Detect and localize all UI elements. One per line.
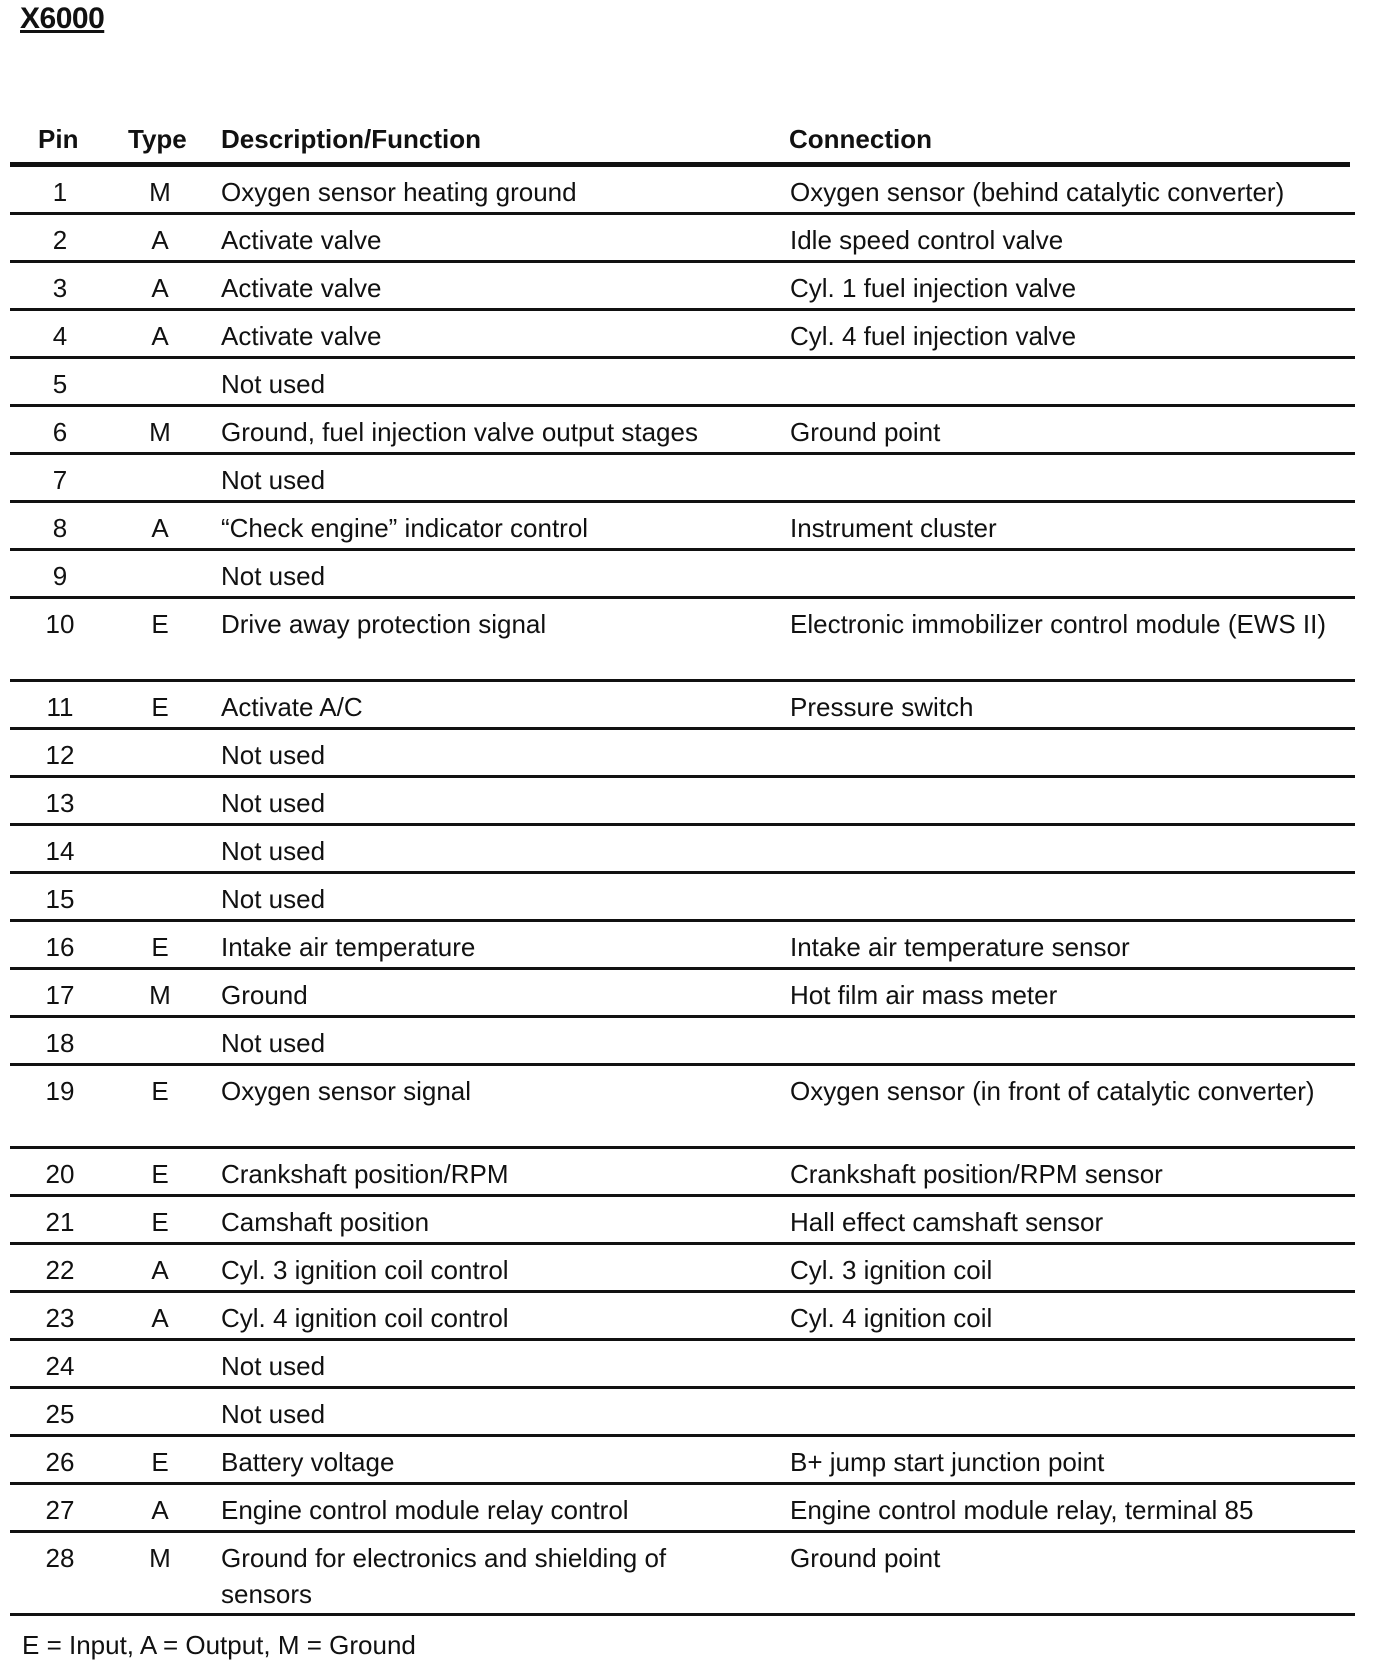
cell-description: Crankshaft position/RPM: [221, 1159, 509, 1189]
cell-pin: 17: [45, 980, 75, 1010]
table-row: [10, 874, 1355, 922]
table-row: [10, 1485, 1355, 1533]
cell-description: Battery voltage: [221, 1447, 395, 1477]
cell-description: Cyl. 4 ignition coil control: [221, 1303, 509, 1333]
cell-description: Activate valve: [221, 273, 382, 303]
table-row: [10, 1018, 1355, 1066]
cell-connection: Hot film air mass meter: [790, 980, 1058, 1010]
cell-type: A: [151, 1255, 169, 1285]
cell-pin: 4: [52, 321, 68, 351]
cell-description: Not used: [221, 740, 326, 770]
cell-type: E: [151, 1447, 169, 1477]
cell-connection: B+ jump start junction point: [790, 1447, 1105, 1477]
cell-pin: 12: [45, 740, 75, 770]
cell-connection: Engine control module relay, terminal 85: [790, 1495, 1254, 1525]
cell-pin: 9: [52, 561, 68, 591]
cell-description: Oxygen sensor heating ground: [221, 177, 577, 207]
cell-pin: 18: [45, 1028, 75, 1058]
table-row: [10, 1197, 1355, 1245]
table-row: [10, 778, 1355, 826]
cell-pin: 15: [45, 884, 75, 914]
cell-type: M: [149, 417, 171, 447]
cell-type: E: [151, 932, 169, 962]
cell-connection: Cyl. 4 ignition coil: [790, 1303, 993, 1333]
page-title: X6000: [20, 2, 105, 35]
cell-pin: 11: [46, 692, 74, 722]
cell-pin: 26: [45, 1447, 75, 1477]
cell-description: Oxygen sensor signal: [221, 1076, 472, 1106]
cell-pin: 5: [52, 369, 68, 399]
cell-connection: Instrument cluster: [790, 513, 997, 543]
cell-connection: Cyl. 4 fuel injection valve: [790, 321, 1077, 351]
cell-description: Not used: [221, 465, 326, 495]
table-row: [10, 1293, 1355, 1341]
table-row: [10, 599, 1355, 682]
table-row: [10, 455, 1355, 503]
cell-description: Drive away protection signal: [221, 609, 547, 639]
cell-description: Not used: [221, 561, 326, 591]
cell-pin: 24: [45, 1351, 75, 1381]
table-row: [10, 263, 1355, 311]
cell-pin: 7: [52, 465, 68, 495]
cell-description: Activate valve: [221, 321, 382, 351]
cell-pin: 2: [52, 225, 68, 255]
cell-type: E: [151, 609, 169, 639]
cell-description: Ground for electronics and shielding of sensors: [221, 1543, 667, 1609]
cell-description: “Check engine” indicator control: [221, 513, 589, 543]
cell-description: Camshaft position: [221, 1207, 430, 1237]
header-description: Description/Function: [221, 124, 481, 154]
table-row: [10, 1149, 1355, 1197]
cell-description: Not used: [221, 884, 326, 914]
cell-type: A: [151, 225, 169, 255]
header-pin: Pin: [38, 124, 79, 154]
cell-connection: Cyl. 1 fuel injection valve: [790, 273, 1077, 303]
table-row: [10, 1245, 1355, 1293]
cell-description: Activate A/C: [221, 692, 363, 722]
cell-description: Engine control module relay control: [221, 1495, 629, 1525]
cell-connection: Ground point: [790, 417, 941, 447]
table-row: [10, 1066, 1355, 1149]
cell-pin: 8: [52, 513, 68, 543]
cell-description: Not used: [221, 1351, 326, 1381]
cell-description: Intake air temperature: [221, 932, 476, 962]
cell-type: A: [151, 321, 169, 351]
table-header: [10, 118, 1350, 162]
cell-connection: Ground point: [790, 1543, 941, 1573]
cell-pin: 1: [52, 177, 68, 207]
cell-pin: 3: [52, 273, 68, 303]
header-connection: Connection: [789, 124, 932, 154]
cell-description: Not used: [221, 1028, 326, 1058]
cell-pin: 27: [45, 1495, 75, 1525]
cell-description: Activate valve: [221, 225, 382, 255]
cell-type: M: [149, 1543, 171, 1573]
table-row: [10, 682, 1355, 730]
cell-pin: 19: [45, 1076, 75, 1106]
table-row: [10, 407, 1355, 455]
cell-pin: 16: [45, 932, 75, 962]
cell-description: Cyl. 3 ignition coil control: [221, 1255, 509, 1285]
cell-type: E: [151, 1076, 169, 1106]
type-legend: E = Input, A = Output, M = Ground: [22, 1630, 416, 1660]
header-type: Type: [128, 124, 187, 154]
cell-connection: Idle speed control valve: [790, 225, 1064, 255]
cell-connection: Oxygen sensor (in front of catalytic converter): [790, 1076, 1315, 1106]
table-row: [10, 215, 1355, 263]
cell-type: M: [149, 980, 171, 1010]
cell-description: Not used: [221, 1399, 326, 1429]
cell-pin: 13: [45, 788, 75, 818]
table-row: [10, 1437, 1355, 1485]
cell-type: M: [149, 177, 171, 207]
table-row: [10, 922, 1355, 970]
cell-pin: 10: [45, 609, 75, 639]
table-row: [10, 730, 1355, 778]
cell-type: A: [151, 513, 169, 543]
table-row: [10, 970, 1355, 1018]
table-row: [10, 551, 1355, 599]
cell-type: E: [151, 692, 169, 722]
cell-pin: 14: [45, 836, 75, 866]
cell-type: E: [151, 1159, 169, 1189]
table-row: [10, 826, 1355, 874]
cell-type: A: [151, 273, 169, 303]
cell-pin: 20: [45, 1159, 75, 1189]
cell-pin: 25: [45, 1399, 75, 1429]
table-row: [10, 311, 1355, 359]
cell-description: Not used: [221, 836, 326, 866]
cell-connection: Intake air temperature sensor: [790, 932, 1130, 962]
cell-type: E: [151, 1207, 169, 1237]
cell-description: Ground, fuel injection valve output stages: [221, 417, 698, 447]
cell-connection: Crankshaft position/RPM sensor: [790, 1159, 1163, 1189]
cell-connection: Hall effect camshaft sensor: [790, 1207, 1104, 1237]
table-row: [10, 167, 1355, 215]
cell-description: Ground: [221, 980, 308, 1010]
pin-table: [10, 167, 1355, 1616]
table-row: [10, 359, 1355, 407]
table-row: [10, 503, 1355, 551]
cell-connection: Cyl. 3 ignition coil: [790, 1255, 993, 1285]
table-row: [10, 1533, 1355, 1616]
cell-type: A: [151, 1495, 169, 1525]
cell-pin: 22: [45, 1255, 75, 1285]
cell-description: Not used: [221, 788, 326, 818]
cell-type: A: [151, 1303, 169, 1333]
cell-pin: 21: [45, 1207, 75, 1237]
cell-connection: Electronic immobilizer control module (EWS II): [790, 609, 1327, 639]
cell-connection: Oxygen sensor (behind catalytic converter): [790, 177, 1285, 207]
cell-pin: 23: [45, 1303, 75, 1333]
cell-pin: 28: [45, 1543, 75, 1573]
cell-pin: 6: [52, 417, 68, 447]
table-row: [10, 1341, 1355, 1389]
cell-description: Not used: [221, 369, 326, 399]
cell-connection: Pressure switch: [790, 692, 974, 722]
table-row: [10, 1389, 1355, 1437]
